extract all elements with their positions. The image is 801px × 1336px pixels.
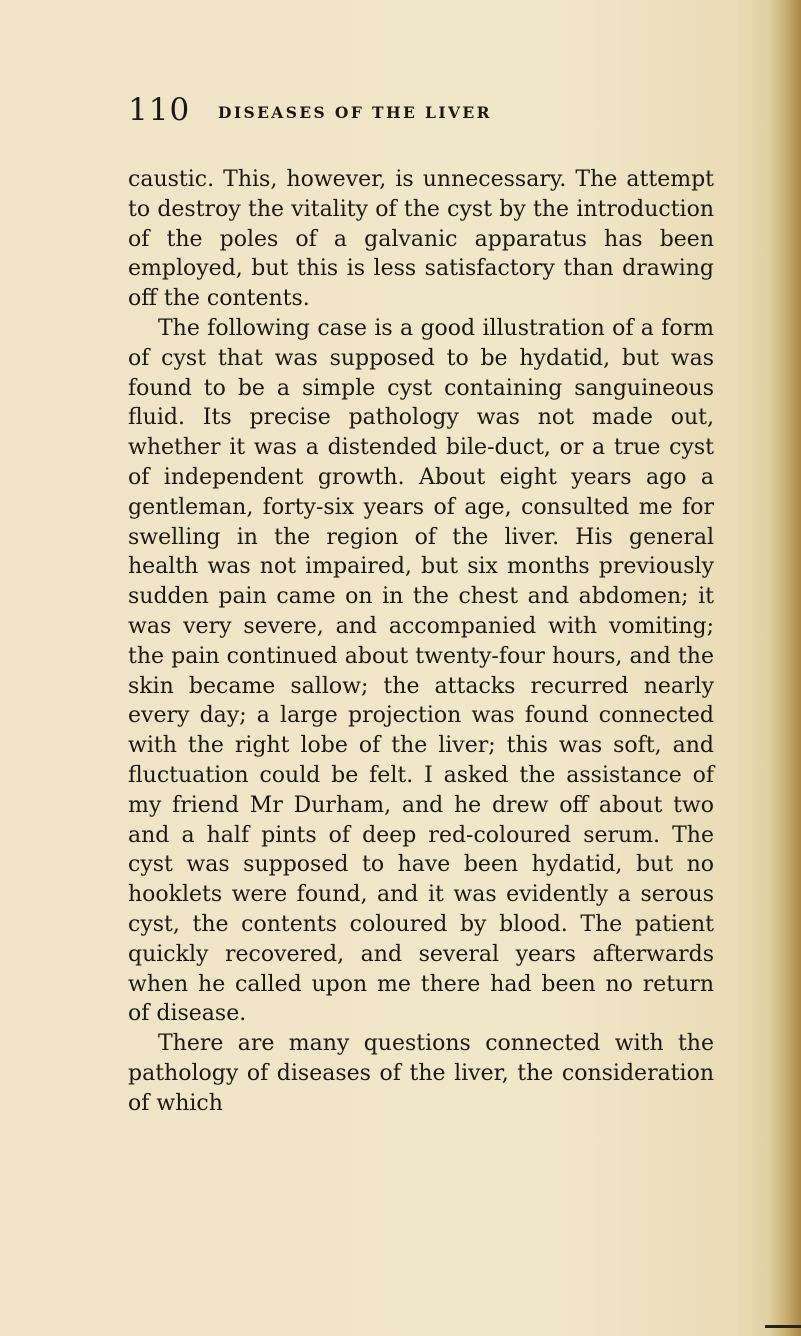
page-edge-line bbox=[765, 1325, 801, 1328]
page-edge-shadow bbox=[769, 0, 801, 1336]
paragraph-1: caustic. This, however, is unnecessary. The attempt to destroy the vitality of the cyst by the introduction of the poles of a galvanic apparatus has been employed, but this is less satisfactory than drawing off the contents. bbox=[128, 167, 714, 312]
paragraph-2: The following case is a good illustration of a form of cyst that was supposed to be hydatid, but was found to be a simple cyst containing sanguineous fluid. Its precise pathology was not made out, whether it was a distended bile-duct, or a true cyst of independent growth. About eight years ago a gentleman, forty-six years of age, consulted me for swelling in the region of the liver. His general health was not impaired, but six months previously sudden pain came on in the chest and abdomen; it was very severe, and accompanied with vomiting; the pain continued about twenty-four hours, and the skin became sallow; the attacks recurred nearly every day; a large projection was found connected with the right lobe of the liver; this was soft, and fluctuation could be felt. I asked the assistance of my friend Mr Durham, and he drew off about two and a half pints of deep red-coloured serum. The cyst was supposed to have been hydatid, but no hooklets were found, and it was evidently a serous cyst, the contents coloured by blood. The patient quickly recovered, and several years afterwards when he called upon me there had been no return of disease. bbox=[128, 315, 714, 1027]
running-title: DISEASES OF THE LIVER bbox=[218, 103, 492, 122]
paragraph-3: There are many questions connected with the pathology of diseases of the liver, the consideration of which bbox=[128, 1031, 714, 1116]
page-number: 110 bbox=[128, 92, 191, 128]
body-text bbox=[128, 165, 714, 1119]
